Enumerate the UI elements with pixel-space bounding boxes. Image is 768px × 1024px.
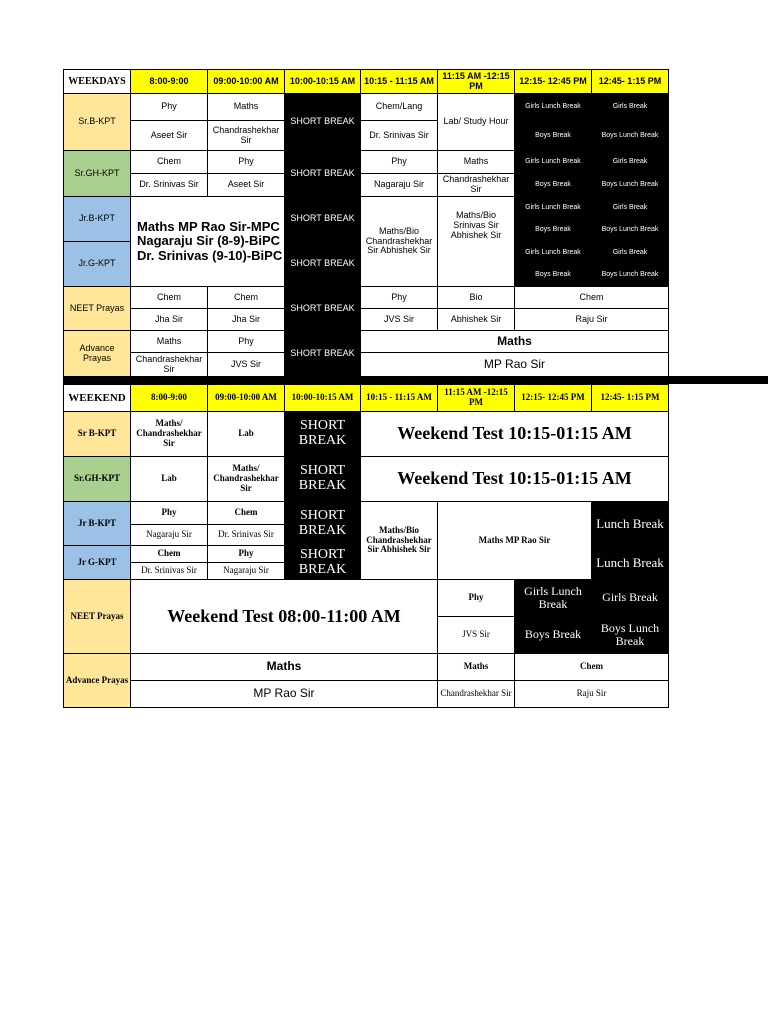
subject-cell: Phy	[438, 580, 515, 617]
girls-lunch-break: Girls Lunch Break	[515, 94, 592, 121]
row-label-sr-b: Sr B-KPT	[64, 412, 131, 457]
subject-cell: Maths	[131, 331, 208, 353]
row-label-jr-g: Jr.G-KPT	[64, 242, 131, 287]
weekdays-title: WEEKDAYS	[64, 70, 131, 94]
teacher-cell: Chandrashekhar Sir	[438, 681, 515, 708]
time-slot: 12:15- 12:45 PM	[515, 70, 592, 94]
boys-break: Boys Break	[515, 121, 592, 151]
teacher-cell: Raju Sir	[515, 681, 669, 708]
subject-cell: Phy	[208, 151, 285, 174]
boys-break: Boys Break	[515, 219, 592, 242]
girls-lunch-break: Girls Lunch Break	[515, 197, 592, 219]
girls-lunch-break: Girls Lunch Break	[515, 242, 592, 264]
teacher-cell: JVS Sir	[361, 309, 438, 331]
boys-lunch-break: Boys Lunch Break	[592, 617, 669, 654]
subject-cell: Maths	[438, 151, 515, 174]
subject-cell: Phy	[208, 546, 285, 563]
subject-cell: Maths MP Rao Sir	[438, 502, 592, 580]
time-slot: 11:15 AM -12:15 PM	[438, 385, 515, 412]
subject-cell: Maths	[131, 654, 438, 681]
short-break: SHORT BREAK	[285, 287, 361, 331]
subject-cell: Phy	[131, 94, 208, 121]
teacher-cell: Chandrashekhar Sir	[438, 174, 515, 197]
time-slot: 10:15 - 11:15 AM	[361, 385, 438, 412]
teacher-cell: Nagaraju Sir	[208, 563, 285, 580]
weekdays-timetable	[63, 69, 669, 377]
teacher-cell: Jha Sir	[131, 309, 208, 331]
lunch-break: Lunch Break	[592, 502, 669, 546]
time-slot: 09:00-10:00 AM	[208, 385, 285, 412]
subject-cell: Maths/Bio Srinivas Sir Abhishek Sir	[438, 197, 515, 287]
time-slot: 12:15- 12:45 PM	[515, 385, 592, 412]
row-label-sr-gh: Sr.GH-KPT	[64, 151, 131, 197]
subject-cell: Chem	[515, 654, 669, 681]
row-label-advance: Advance Prayas	[64, 654, 131, 708]
short-break: SHORT BREAK	[285, 546, 361, 580]
subject-cell: Chem	[131, 287, 208, 309]
teacher-cell: MP Rao Sir	[131, 681, 438, 708]
teacher-cell: JVS Sir	[438, 617, 515, 654]
teacher-cell: Abhishek Sir	[438, 309, 515, 331]
time-slot: 8:00-9:00	[131, 385, 208, 412]
jr-line-3: Dr. Srinivas (9-10)-BiPC	[137, 247, 283, 263]
boys-lunch-break: Boys Lunch Break	[592, 121, 669, 151]
short-break: SHORT BREAK	[285, 331, 361, 377]
weekend-test: Weekend Test 08:00-11:00 AM	[131, 580, 438, 654]
subject-cell: Lab	[131, 457, 208, 502]
row-label-jr-b: Jr.B-KPT	[64, 197, 131, 242]
short-break: SHORT BREAK	[285, 242, 361, 287]
subject-cell: Lab/ Study Hour	[438, 94, 515, 151]
subject-cell: Chem	[208, 502, 285, 525]
teacher-cell: Dr. Srinivas Sir	[131, 563, 208, 580]
time-slot: 12:45- 1:15 PM	[592, 385, 669, 412]
subject-cell: Bio	[438, 287, 515, 309]
short-break: SHORT BREAK	[285, 457, 361, 502]
girls-break: Girls Break	[592, 242, 669, 264]
subject-cell: Chem	[131, 151, 208, 174]
teacher-cell: Dr. Srinivas Sir	[208, 525, 285, 546]
subject-cell: Maths/Bio Chandrashekhar Sir Abhishek Sir	[361, 197, 438, 287]
teacher-cell: Aseet Sir	[208, 174, 285, 197]
jr-merged-maths	[131, 197, 285, 287]
teacher-cell: Chandrashekhar Sir	[131, 353, 208, 377]
girls-lunch-break: Girls Lunch Break	[515, 580, 592, 617]
teacher-cell: Raju Sir	[515, 309, 669, 331]
weekend-title: WEEKEND	[64, 385, 131, 412]
teacher-cell: Aseet Sir	[131, 121, 208, 151]
short-break: SHORT BREAK	[285, 197, 361, 242]
subject-cell: Maths	[361, 331, 669, 353]
subject-cell: Maths	[208, 94, 285, 121]
subject-cell: Maths/Bio Chandrashekhar Sir Abhishek Sir	[361, 502, 438, 580]
girls-break: Girls Break	[592, 197, 669, 219]
time-slot: 11:15 AM -12:15 PM	[438, 70, 515, 94]
time-slot: 10:15 - 11:15 AM	[361, 70, 438, 94]
time-slot: 8:00-9:00	[131, 70, 208, 94]
boys-lunch-break: Boys Lunch Break	[592, 174, 669, 197]
teacher-cell: JVS Sir	[208, 353, 285, 377]
time-slot: 09:00-10:00 AM	[208, 70, 285, 94]
subject-cell: Chem	[208, 287, 285, 309]
short-break: SHORT BREAK	[285, 502, 361, 546]
weekend-test: Weekend Test 10:15-01:15 AM	[361, 457, 669, 502]
boys-lunch-break: Boys Lunch Break	[592, 264, 669, 287]
subject-cell: Chem	[131, 546, 208, 563]
lunch-break: Lunch Break	[592, 546, 669, 580]
subject-cell: Phy	[361, 151, 438, 174]
subject-cell: Phy	[361, 287, 438, 309]
teacher-cell: Dr. Srinivas Sir	[131, 174, 208, 197]
subject-cell: Phy	[208, 331, 285, 353]
girls-break: Girls Break	[592, 94, 669, 121]
row-label-neet: NEET Prayas	[64, 580, 131, 654]
short-break: SHORT BREAK	[285, 412, 361, 457]
row-label-jr-g: Jr G-KPT	[64, 546, 131, 580]
time-slot: 10:00-10:15 AM	[285, 70, 361, 94]
boys-break: Boys Break	[515, 617, 592, 654]
time-slot: 12:45- 1:15 PM	[592, 70, 669, 94]
boys-break: Boys Break	[515, 174, 592, 197]
short-break: SHORT BREAK	[285, 151, 361, 197]
subject-cell: Maths/ Chandrashekhar Sir	[131, 412, 208, 457]
short-break: SHORT BREAK	[285, 94, 361, 151]
girls-lunch-break: Girls Lunch Break	[515, 151, 592, 174]
row-label-sr-b: Sr.B-KPT	[64, 94, 131, 151]
girls-break: Girls Break	[592, 580, 669, 617]
weekend-test: Weekend Test 10:15-01:15 AM	[361, 412, 669, 457]
boys-lunch-break: Boys Lunch Break	[592, 219, 669, 242]
teacher-cell: Nagaraju Sir	[361, 174, 438, 197]
teacher-cell: Chandrashekhar Sir	[208, 121, 285, 151]
row-label-jr-b: Jr B-KPT	[64, 502, 131, 546]
subject-cell: Phy	[131, 502, 208, 525]
subject-cell: Lab	[208, 412, 285, 457]
time-slot: 10:00-10:15 AM	[285, 385, 361, 412]
section-divider	[63, 376, 768, 384]
jr-line-1: Maths MP Rao Sir-MPC	[137, 219, 280, 235]
boys-break: Boys Break	[515, 264, 592, 287]
subject-cell: Chem	[515, 287, 669, 309]
subject-cell: Maths	[438, 654, 515, 681]
weekend-timetable	[63, 384, 669, 708]
row-label-advance: Advance Prayas	[64, 331, 131, 377]
jr-line-2: Nagaraju Sir (8-9)-BiPC	[137, 233, 281, 249]
teacher-cell: MP Rao Sir	[361, 353, 669, 377]
row-label-neet: NEET Prayas	[64, 287, 131, 331]
subject-cell: Chem/Lang	[361, 94, 438, 121]
subject-cell: Maths/ Chandrashekhar Sir	[208, 457, 285, 502]
row-label-sr-gh: Sr.GH-KPT	[64, 457, 131, 502]
teacher-cell: Dr. Srinivas Sir	[361, 121, 438, 151]
teacher-cell: Jha Sir	[208, 309, 285, 331]
teacher-cell: Nagaraju Sir	[131, 525, 208, 546]
girls-break: Girls Break	[592, 151, 669, 174]
